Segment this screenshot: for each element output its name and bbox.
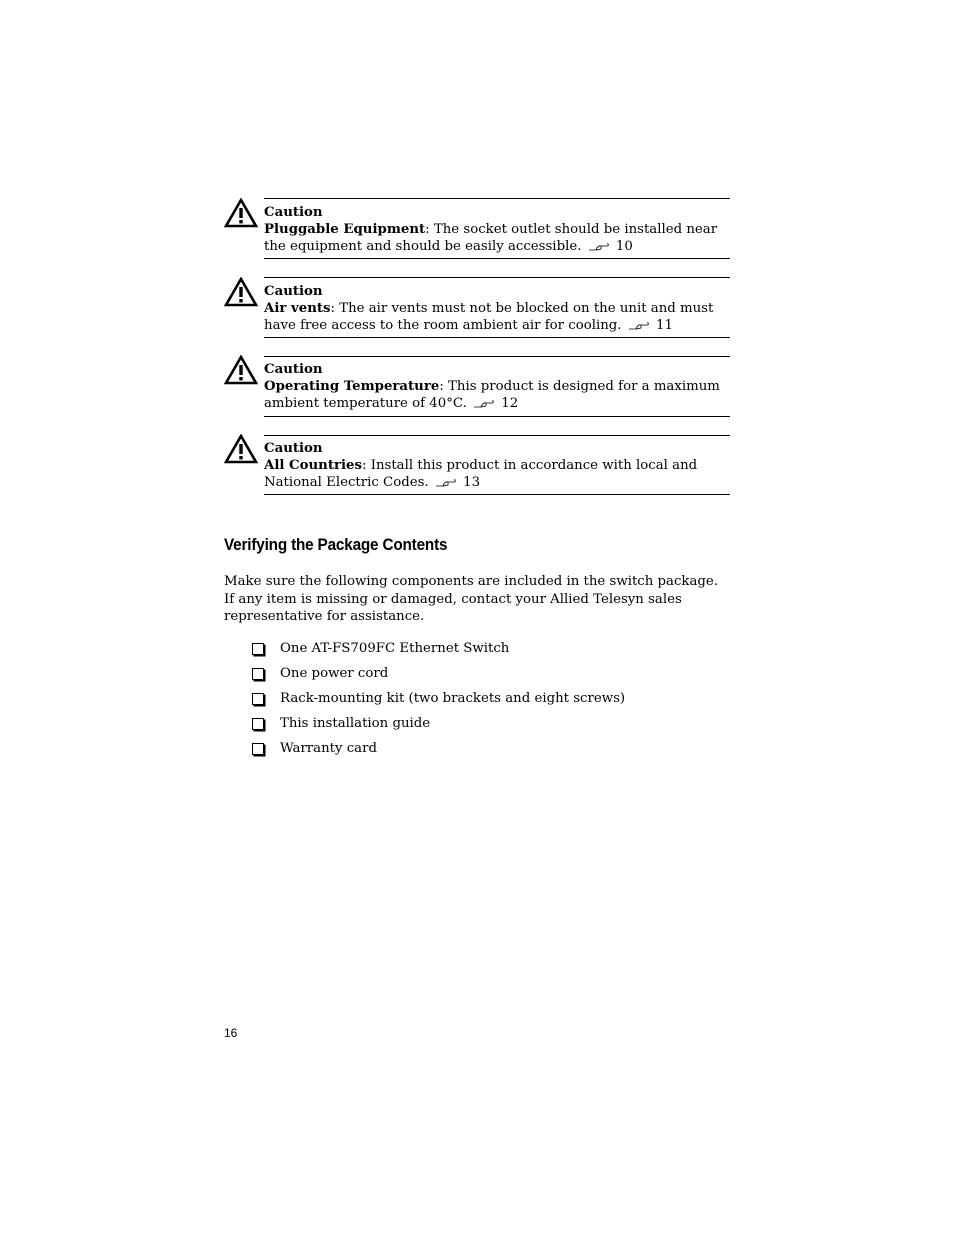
- warning-triangle-icon: [224, 198, 258, 228]
- checkbox-icon: [252, 743, 264, 755]
- caution-top-rule: [264, 435, 730, 436]
- caution-bottom-rule: [264, 258, 730, 259]
- checkbox-icon: [252, 643, 264, 655]
- caution-ref: 10: [615, 239, 633, 254]
- checkbox-icon: [252, 668, 264, 680]
- caution-title: Caution: [264, 362, 323, 377]
- warning-triangle-icon: [224, 277, 258, 307]
- caution-bottom-rule: [264, 337, 730, 338]
- caution-bottom-rule: [264, 494, 730, 495]
- caution-ref: 12: [501, 396, 519, 411]
- caution-top-rule: [264, 356, 730, 357]
- caution-body: : The socket outlet should be installed near the equipment and should be easily accessible.: [264, 222, 718, 254]
- list-item-text: One AT-FS709FC Ethernet Switch: [280, 641, 510, 656]
- caution-text: [264, 222, 717, 254]
- caution-body: : The air vents must not be blocked on the unit and must have free access to the room ambient air for cooling.: [264, 301, 714, 333]
- list-item-text: Warranty card: [280, 741, 377, 756]
- caution-bottom-rule: [264, 416, 730, 417]
- caution-ref: 11: [656, 318, 673, 333]
- section-heading: Verifying the Package Contents: [224, 535, 448, 554]
- caution-term: Pluggable Equipment: [264, 222, 426, 237]
- page-number: 16: [224, 1026, 238, 1040]
- caution-body: : Install this product in accordance with local and National Electric Codes.: [264, 458, 698, 490]
- list-item-text: Rack-mounting kit (two brackets and eight screws): [280, 691, 626, 706]
- checkbox-icon: [252, 718, 264, 730]
- pointing-hand-icon: [588, 242, 610, 252]
- caution-title: Caution: [264, 284, 323, 299]
- checkbox-icon: [252, 693, 264, 705]
- caution-title: Caution: [264, 205, 323, 220]
- caution-text: [264, 458, 697, 490]
- caution-text: [264, 301, 713, 333]
- caution-text: [264, 379, 720, 411]
- caution-ref: 13: [463, 475, 481, 490]
- pointing-hand-icon: [435, 478, 457, 488]
- caution-title: Caution: [264, 441, 323, 456]
- pointing-hand-icon: [628, 321, 650, 331]
- caution-body: : This product is designed for a maximum ambient temperature of 40°C.: [264, 379, 720, 411]
- caution-term: All Countries: [264, 458, 362, 473]
- caution-term: Operating Temperature: [264, 379, 440, 394]
- caution-top-rule: [264, 198, 730, 199]
- list-item-text: One power cord: [280, 666, 389, 681]
- caution-top-rule: [264, 277, 730, 278]
- warning-triangle-icon: [224, 355, 258, 385]
- warning-triangle-icon: [224, 434, 258, 464]
- caution-term: Air vents: [264, 301, 331, 316]
- section-intro: Make sure the following components are included in the switch package. If any item is missing or damaged, contact your Allied Telesyn sales representative for assistance.: [224, 574, 719, 624]
- list-item-text: This installation guide: [280, 716, 431, 731]
- pointing-hand-icon: [473, 399, 495, 409]
